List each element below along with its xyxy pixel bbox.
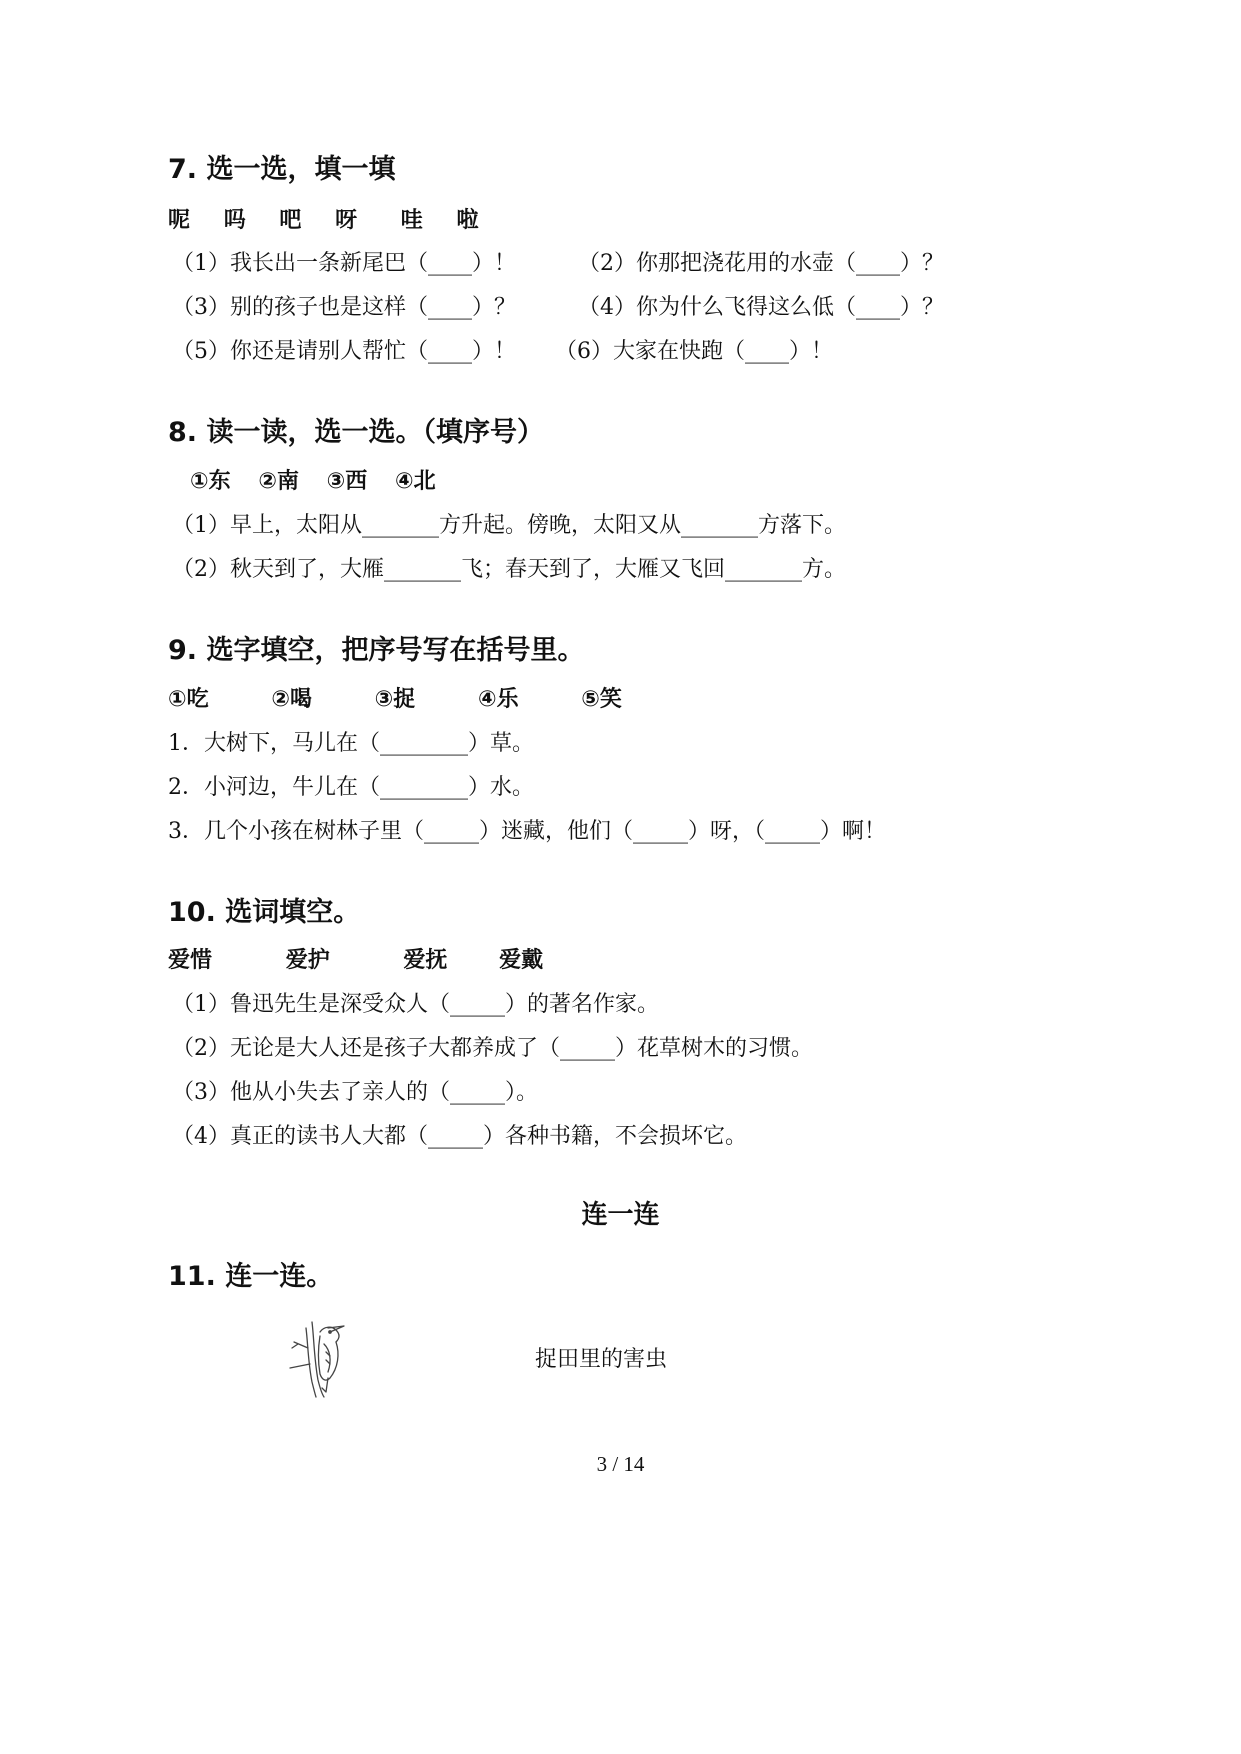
q10-item-3: （3）他从小失去了亲人的（_____）。 — [172, 1080, 538, 1105]
q7-item-4: （4）你为什么飞得这么低（____）？ — [578, 295, 944, 320]
q10-title: 10. 选词填空。 — [168, 897, 361, 928]
section-heading: 连一连 — [581, 1200, 660, 1230]
q10-item-1: （1）鲁迅先生是深受众人（_____）的著名作家。 — [172, 992, 659, 1017]
q7-item-1: （1）我长出一条新尾巴（____）！ — [172, 251, 516, 276]
q8-option: ②南 — [258, 469, 299, 494]
q9-title: 9. 选字填空，把序号写在括号里。 — [168, 635, 585, 666]
q9-item-2: 2．小河边，牛儿在（________）水。 — [168, 775, 534, 800]
q8-item-1: （1）早上，太阳从_______方升起。傍晚，太阳又从_______方落下。 — [172, 513, 846, 538]
q8-option: ④北 — [394, 469, 436, 494]
woodpecker-icon — [284, 1318, 356, 1398]
q10-item-2: （2）无论是大人还是孩子大都养成了（_____）花草树木的习惯。 — [172, 1036, 813, 1061]
q9-item-1: 1．大树下，马儿在（________）草。 — [168, 731, 534, 756]
q7-item-3: （3）别的孩子也是这样（____）？ — [172, 295, 516, 320]
q7-option: 吗 — [223, 208, 246, 233]
q9-options — [168, 682, 622, 713]
q8-title: 8. 读一读，选一选。（填序号） — [168, 417, 544, 448]
q7-title: 7. 选一选，填一填 — [168, 154, 396, 185]
q7-option: 呀 — [335, 208, 358, 233]
q10-option: 爱惜 — [168, 948, 213, 973]
q7-option: 啦 — [456, 208, 479, 233]
page-number: 3 / 14 — [596, 1452, 645, 1476]
q7-item-2: （2）你那把浇花用的水壶（____）？ — [578, 251, 944, 276]
q8-item-2: （2）秋天到了，大雁_______飞；春天到了，大雁又飞回_______方。 — [172, 557, 846, 582]
q9-option: ③捉 — [374, 687, 416, 712]
q8-option: ③西 — [326, 469, 368, 494]
q10-option: 爱戴 — [499, 948, 544, 973]
q8-option: ①东 — [190, 469, 231, 494]
q10-option: 爱护 — [285, 948, 330, 973]
q11-match-text: 捉田里的害虫 — [535, 1347, 668, 1372]
q7-item-5: （5）你还是请别人帮忙（____）！ — [172, 339, 516, 364]
q9-item-3: 3．几个小孩在树林子里（_____）迷藏，他们（_____）呀，（_____）啊！ — [168, 819, 886, 844]
q10-options — [168, 943, 543, 974]
q10-option: 爱抚 — [403, 948, 448, 973]
q7-option: 吧 — [279, 208, 302, 233]
q11-title: 11. 连一连。 — [168, 1261, 334, 1292]
q10-item-4: （4）真正的读书人大都（_____）各种书籍，不会损坏它。 — [172, 1124, 747, 1149]
q9-option: ①吃 — [168, 687, 209, 712]
q7-option: 呢 — [168, 208, 191, 233]
q9-option: ⑤笑 — [581, 687, 622, 712]
q7-item-6: （6）大家在快跑（____）！ — [555, 339, 833, 364]
q9-option: ④乐 — [477, 687, 519, 712]
q8-options — [190, 464, 436, 495]
q7-options — [168, 203, 478, 234]
q9-option: ②喝 — [271, 687, 312, 712]
q7-option: 哇 — [400, 208, 423, 233]
